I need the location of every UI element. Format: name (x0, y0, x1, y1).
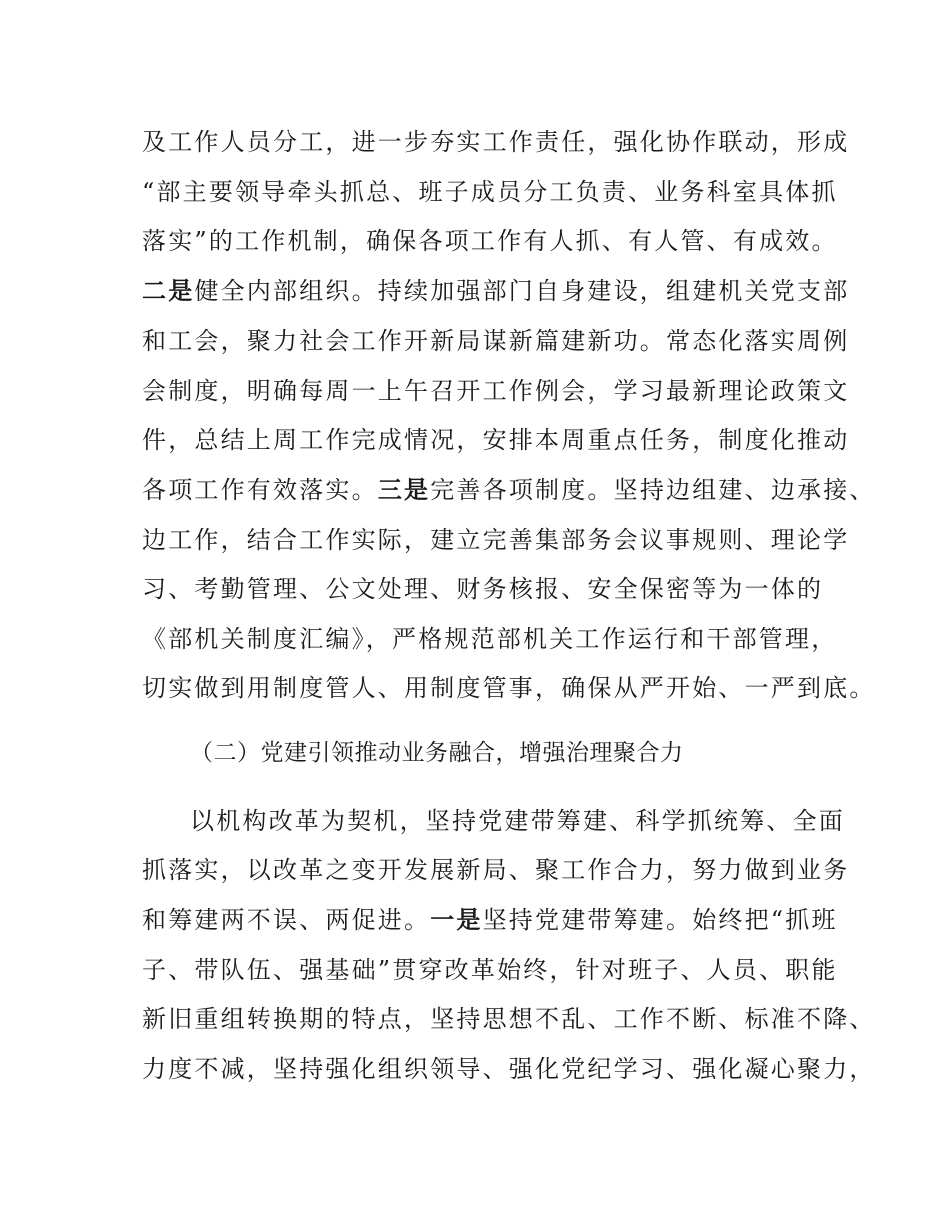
paragraph-line (142, 672, 876, 704)
bold-lead: 一是 (430, 906, 483, 934)
text-segment: 边工作，结合工作实际，建立完善集部务会议事规则、理论学 (142, 526, 850, 554)
text-segment: 各项工作有效落实。 (142, 476, 378, 504)
text-segment: 抓落实，以改革之变开发展新局、聚工作合力，努力做到业务 (142, 856, 850, 884)
text-segment: 和工会，聚力社会工作开新局谋新篇建新功。常态化落实周例 (142, 327, 850, 355)
text-segment: 完善各项制度。坚持边组建、边承接、 (430, 476, 876, 504)
paragraph-line (142, 225, 842, 257)
paragraph-line (142, 424, 850, 456)
section-heading: （二）党建引领推动业务融合，增强治理聚合力 (190, 740, 684, 766)
text-segment: 子、带队伍、强基础”贯穿改革始终，针对班子、人员、职能 (142, 956, 838, 984)
text-segment: 《部机关制度汇编》，严格规范部机关工作运行和干部管理， (142, 625, 838, 653)
text-segment: 坚持党建带筹建。始终把“抓班 (482, 906, 838, 934)
paragraph-line (142, 623, 842, 655)
text-segment: 健全内部组织。持续加强部门自身建设，组建机关党支部 (194, 277, 850, 305)
paragraph-line (142, 573, 842, 605)
paragraph-line (142, 1053, 876, 1085)
paragraph-line (142, 275, 850, 307)
text-segment: “部主要领导牵头抓总、班子成员分工负责、业务科室具体抓 (142, 178, 838, 206)
bold-lead: 三是 (377, 476, 431, 504)
paragraph-line (190, 805, 890, 837)
text-segment: 新旧重组转换期的特点，坚持思想不乱、工作不断、标准不降、 (142, 1005, 876, 1033)
text-segment: 力度不减，坚持强化组织领导、强化党纪学习、强化凝心聚力， (142, 1055, 876, 1083)
text-segment: 切实做到用制度管人、用制度管事，确保从严开始、一严到底。 (142, 674, 876, 702)
bold-lead: 二是 (142, 277, 195, 305)
paragraph-line (142, 1003, 876, 1035)
paragraph-line (142, 176, 842, 208)
paragraph-line (142, 524, 850, 556)
paragraph-line (142, 325, 850, 357)
paragraph-line (142, 954, 842, 986)
paragraph-line (142, 474, 876, 506)
text-segment: 习、考勤管理、公文处理、财务核报、安全保密等为一体的 (142, 575, 824, 603)
text-segment: 和筹建两不误、两促进。 (142, 906, 431, 934)
paragraph-line (142, 854, 850, 886)
text-segment: 会制度，明确每周一上午召开工作例会，学习最新理论政策文 (142, 377, 850, 405)
paragraph-line (142, 375, 850, 407)
text-segment: 以机构改革为契机，坚持党建带筹建、科学抓统筹、全面 (190, 807, 845, 835)
text-segment: 及工作人员分工，进一步夯实工作责任，强化协作联动，形成 (142, 128, 850, 156)
text-segment: 件，总结上周工作完成情况，安排本周重点任务，制度化推动 (142, 426, 850, 454)
paragraph-line (142, 126, 850, 158)
paragraph-line (142, 904, 842, 936)
text-segment: 落实”的工作机制，确保各项工作有人抓、有人管、有成效。 (142, 227, 838, 255)
